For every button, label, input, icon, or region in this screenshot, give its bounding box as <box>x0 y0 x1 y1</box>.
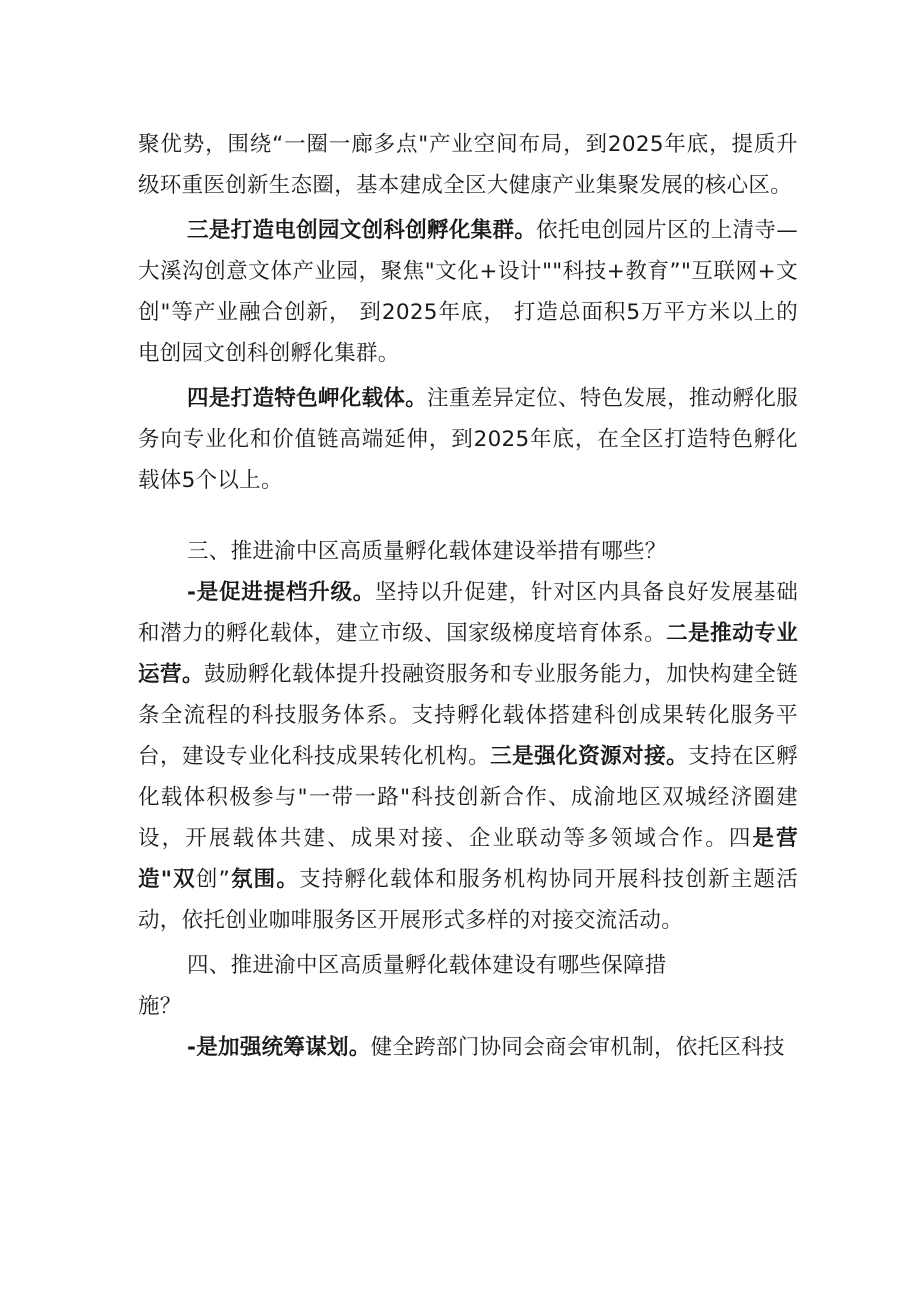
measure-2-text: 鼓励孵化载体提升投融资服务和专业服务能力，加快构建全链条全流程的科技服务体系。支持孵化载体搭建科创成果转化服务平台，建设专业化科技成果转化机构。 <box>138 662 798 769</box>
measure-4-text: 支持孵化载体和服务机构协同开展科技创新主题活动，依托创业咖啡服务区开展形式多样的对接交流活动。 <box>138 867 798 933</box>
section-heading-safeguards-line2: 施？ <box>138 994 182 1019</box>
section-heading-safeguards-line1: 四、推进渝中区高质量孵化载体建设有哪些保障措 <box>187 953 667 978</box>
measure-1-text: 坚持以升促建，针对区内具备良好发展基础和潜力的孵化载体，建立市级、国家级梯度培育体系。 <box>138 580 798 646</box>
paragraph-lead-bold: 四是打造特色岬化载体。 <box>187 386 428 411</box>
section-heading-measures: 三、推进渝中区高质量孵化载体建设举措有哪些？ <box>187 539 667 564</box>
paragraph-lead-bold: -是加强统筹谋划。 <box>187 1035 371 1060</box>
paragraph-text: 聚优势，围绕“一圈一廊多点"产业空间布局，到2025年底，提质升级环重医创新生态圈，基本建成全区大健康产业集聚发展的核心区。 <box>138 132 798 198</box>
measure-4-text-mid: 创” <box>195 867 231 892</box>
measure-2-lead: 二是推动专业运营。 <box>138 621 798 687</box>
paragraph-health-cluster <box>138 124 798 206</box>
paragraph-special-carrier <box>138 378 798 501</box>
paragraph-lead-bold: 三是打造电创园文创科创孵化集群。 <box>187 218 537 243</box>
paragraph-text: 健全跨部门协同会商会审机制，依托区科技 <box>370 1035 785 1060</box>
paragraph-text: 注重差异定位、特色发展，推动孵化服务向专业化和价值链高端延伸，到2025年底，在全区打造特色孵化载体5个以上。 <box>138 386 798 493</box>
document-body <box>138 124 798 1068</box>
measure-1-lead: -是促进提档升级。 <box>187 580 376 605</box>
measure-4-lead-end: 氛围。 <box>230 867 300 892</box>
paragraph-safeguards <box>138 1027 798 1068</box>
paragraph-measures <box>138 572 798 941</box>
paragraph-text: 依托电创园片区的上清寺—大溪沟创意文体产业园，聚焦"文化+设计""科技+教育”"互联网+文创"等产业融合创新， 到2025年底， 打造总面积5万平方米以上的电创园文创科创孵化集群。 <box>138 218 798 366</box>
measure-3-text: 支持在区孵化载体积极参与"一带一路"科技创新合作、成渝地区双城经济圈建设，开展载体共建、成果对接、企业联动等多领域合作。四 <box>138 744 798 851</box>
measure-4-lead: 是营造"双 <box>138 826 798 892</box>
paragraph-dianchuang-cluster <box>138 210 798 374</box>
measure-3-lead: 三是强化资源对接。 <box>490 744 689 769</box>
